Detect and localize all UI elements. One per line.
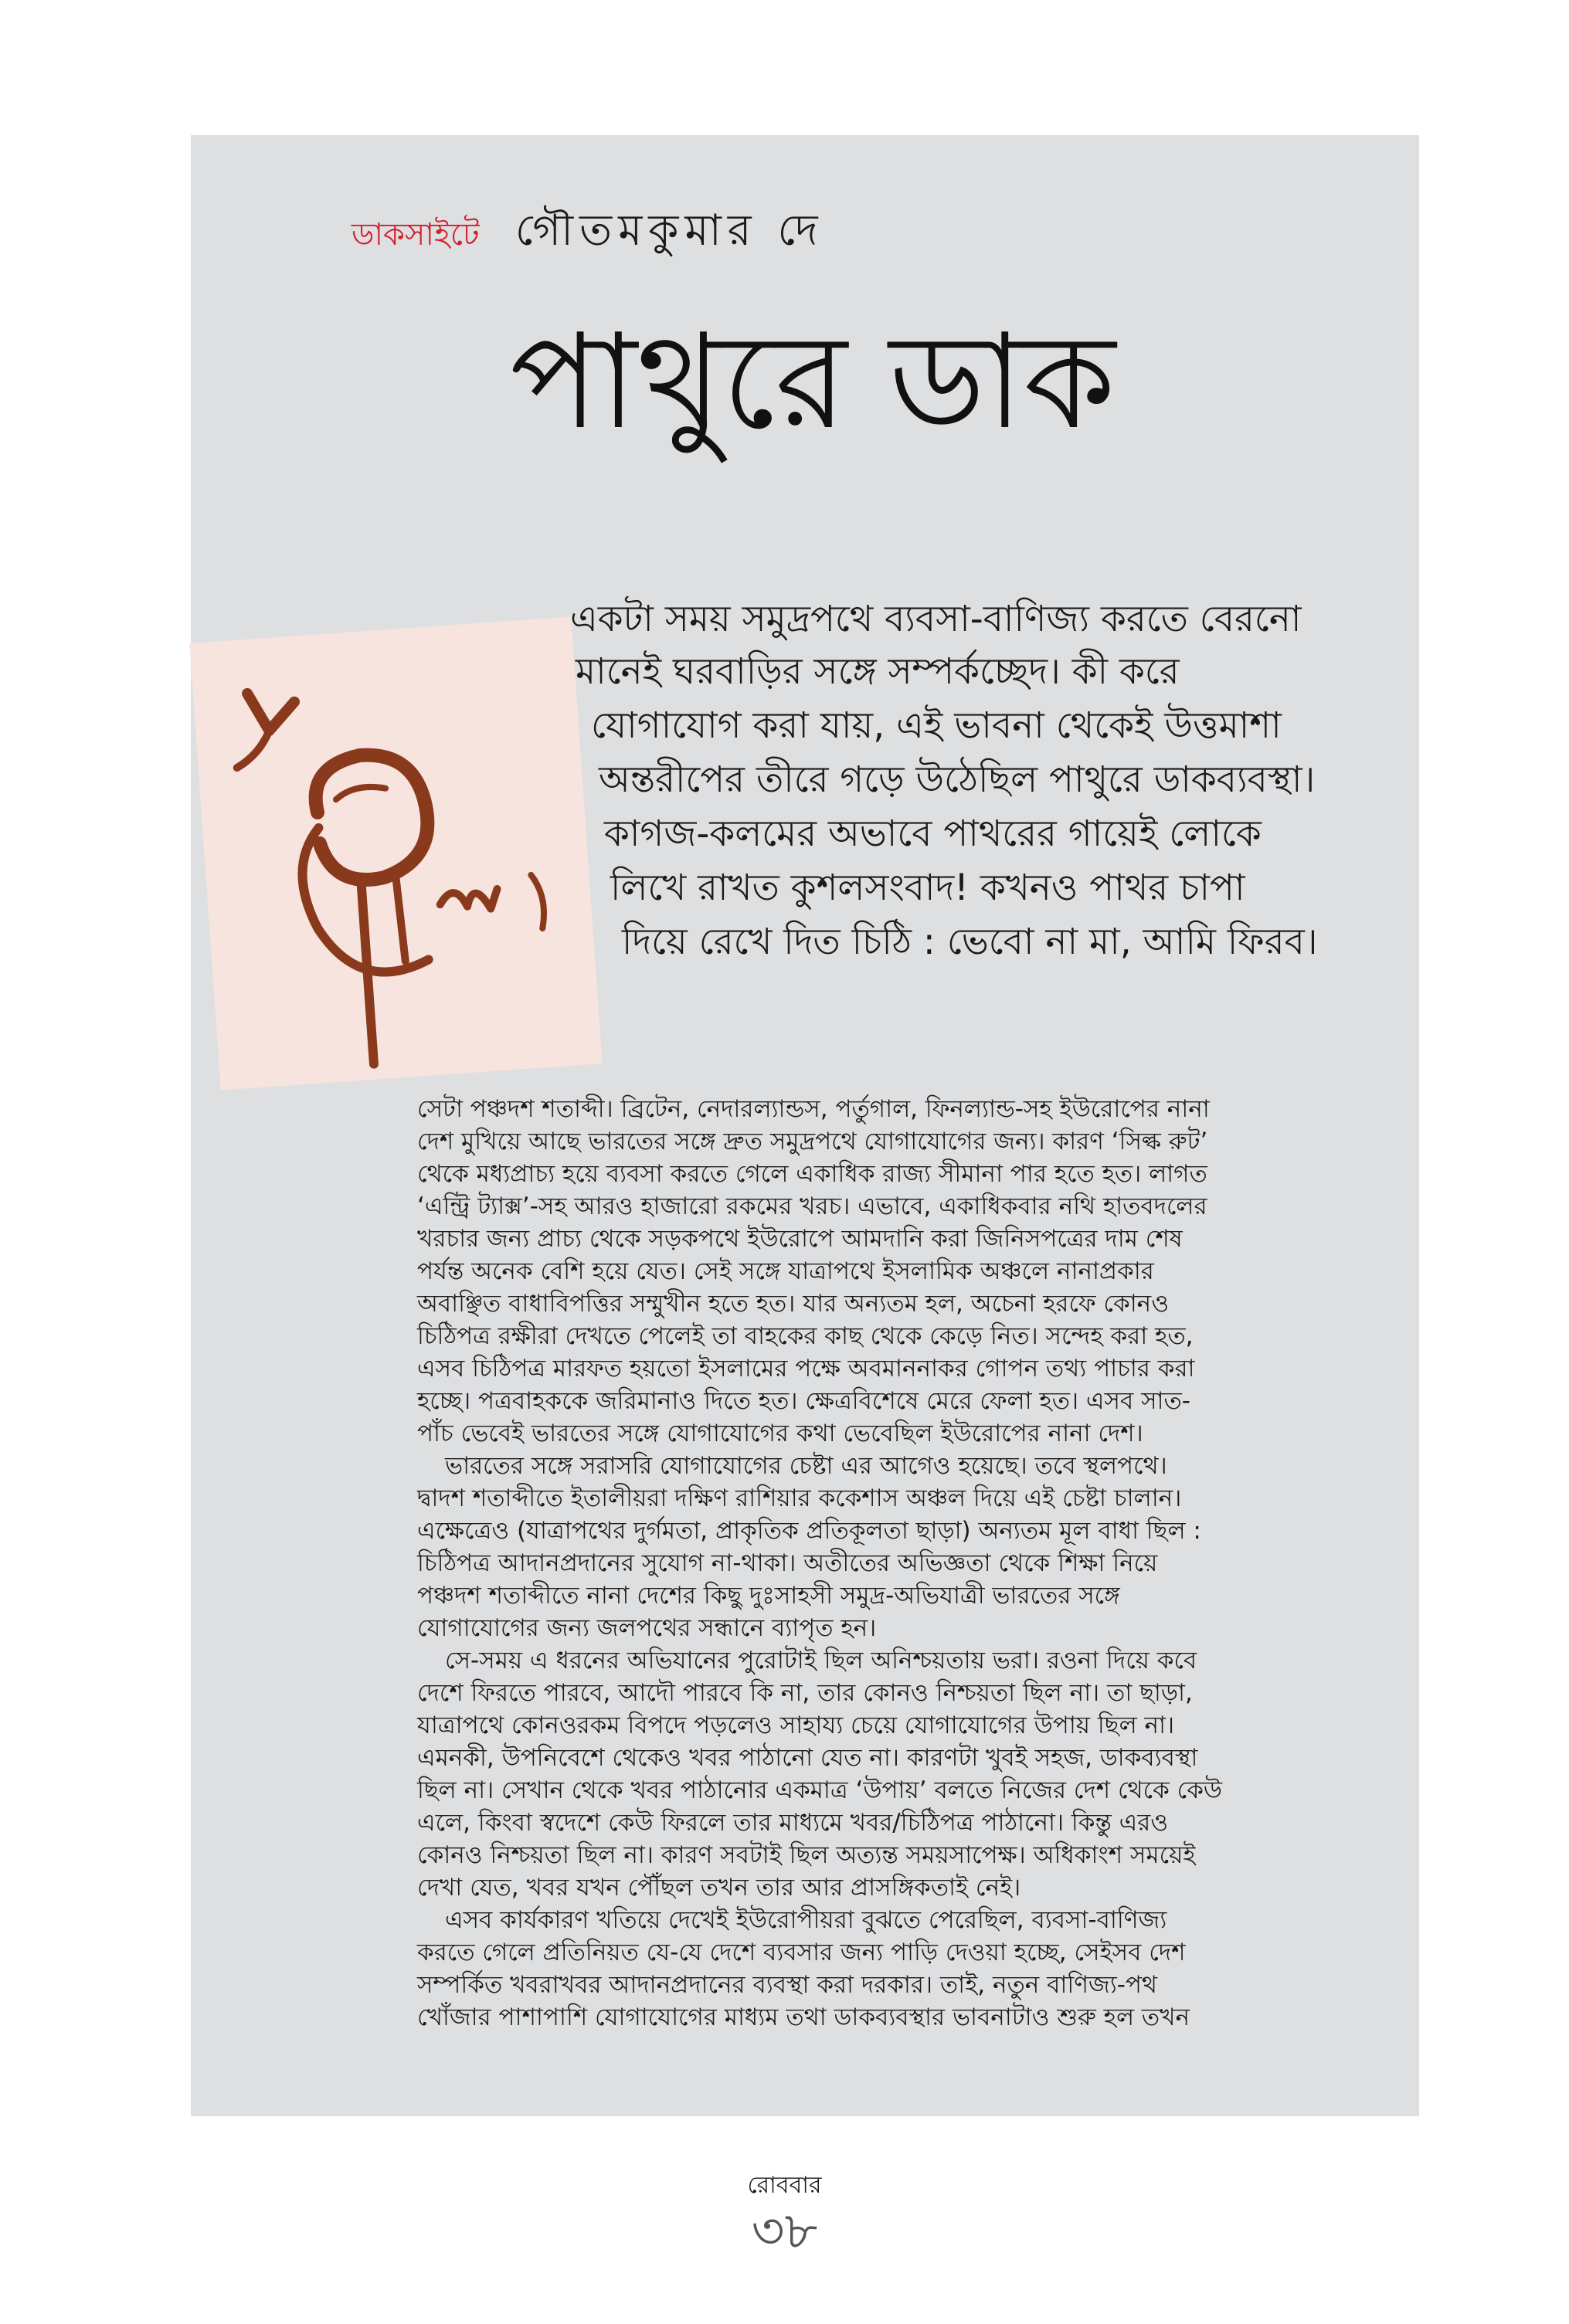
page-number: ৩৮: [751, 2201, 818, 2261]
intro-line: যোগাযোগ করা যায়, এই ভাবনা থেকেই উত্তমাশা: [591, 704, 1282, 747]
body-line: দ্বাদশ শতাব্দীতে ইতালীয়রা দক্ষিণ রাশিয়ার ককেশাস অঞ্চল দিয়ে এই চেষ্টা চালান।: [417, 1484, 1182, 1512]
body-line: খরচার জন্য প্রাচ্য থেকে সড়কপথে ইউরোপে আমদানি করা জিনিসপত্রের দাম শেষ: [417, 1225, 1183, 1253]
body-line: পর্যন্ত অনেক বেশি হয়ে যেত। সেই সঙ্গে যাত্রাপথে ইসলামিক অঞ্চলে নানাপ্রকার: [417, 1257, 1154, 1285]
headline: পাথুরে ডাক: [510, 306, 1116, 459]
body-line: কোনও নিশ্চয়তা ছিল না। কারণ সবটাই ছিল অত্যন্ত সময়সাপেক্ষ। অধিকাংশ সময়েই: [417, 1841, 1196, 1869]
body-line: সম্পর্কিত খবরাখবর আদানপ্রদানের ব্যবস্থা করা দরকার। তাই, নতুন বাণিজ্য-পথ: [417, 1971, 1157, 1999]
body-line: অবাঞ্ছিত বাধাবিপত্তির সম্মুখীন হতে হত। যার অন্যতম হল, অচেনা হরফে কোনও: [417, 1290, 1170, 1318]
body-line: এলে, কিংবা স্বদেশে কেউ ফিরলে তার মাধ্যমে খবর/চিঠিপত্র পাঠানো। কিন্তু এরও: [417, 1809, 1169, 1837]
body-line: এসব চিঠিপত্র মারফত হয়তো ইসলামের পক্ষে অবমাননাকর গোপন তথ্য পাচার করা: [417, 1355, 1195, 1383]
body-line: যোগাযোগের জন্য জলপথের সন্ধানে ব্যাপৃত হন।: [417, 1614, 877, 1642]
body-line: খোঁজার পাশাপাশি যোগাযোগের মাধ্যম তথা ডাকব্যবস্থার ভাবনাটাও শুরু হল তখন: [417, 2003, 1190, 2031]
body-line: ‘এন্ট্রি ট্যাক্স’-সহ আরও হাজারো রকমের খরচ। এভাবে, একাধিকবার নথি হাতবদলের: [417, 1193, 1207, 1220]
rock-glyph-drawing: [189, 616, 602, 1090]
body-line: এমনকী, উপনিবেশে থেকেও খবর পাঠানো যেত না। কারণটা খুবই সহজ, ডাকব্যবস্থা: [417, 1744, 1198, 1772]
body-line: চিঠিপত্র রক্ষীরা দেখতে পেলেই তা বাহকের কাছ থেকে কেড়ে নিত। সন্দেহ করা হত,: [417, 1322, 1194, 1350]
intro-line: মানেই ঘরবাড়ির সঙ্গে সম্পর্কচ্ছেদ। কী করে: [576, 650, 1180, 693]
body-line: এসব কার্যকারণ খতিয়ে দেখেই ইউরোপীয়রা বুঝতে পেরেছিল, ব্যবসা-বাণিজ্য: [445, 1906, 1167, 1934]
intro-line: দিয়ে রেখে দিত চিঠি : ভেবো না মা, আমি ফিরব।: [622, 921, 1318, 963]
byline: [351, 197, 824, 270]
body-line: থেকে মধ্যপ্রাচ্য হয়ে ব্যবসা করতে গেলে একাধিক রাজ্য সীমানা পার হতে হত। লাগত: [417, 1160, 1207, 1188]
body-line: করতে গেলে প্রতিনিয়ত যে-যে দেশে ব্যবসার জন্য পাড়ি দেওয়া হচ্ছে, সেইসব দেশ: [417, 1939, 1186, 1966]
body-line: চিঠিপত্র আদানপ্রদানের সুযোগ না-থাকা। অতীতের অভিজ্ঞতা থেকে শিক্ষা নিয়ে: [417, 1549, 1158, 1577]
rock-inscription-illustration: [189, 616, 602, 1090]
intro-line: লিখে রাখত কুশলসংবাদ! কখনও পাথর চাপা: [610, 867, 1245, 909]
body-line: পাঁচ ভেবেই ভারতের সঙ্গে যোগাযোগের কথা ভেবেছিল ইউরোপের নানা দেশ।: [417, 1420, 1143, 1447]
body-line: সেটা পঞ্চদশ শতাব্দী। ব্রিটেন, নেদারল্যান্ডস, পর্তুগাল, ফিনল্যান্ড-সহ ইউরোপের নানা: [417, 1095, 1210, 1123]
body-line: সে-সময় এ ধরনের অভিযানের পুরোটাই ছিল অনিশ্চয়তায় ভরা। রওনা দিয়ে কবে: [445, 1647, 1197, 1674]
body-line: দেশে ফিরতে পারবে, আদৌ পারবে কি না, তার কোনও নিশ্চয়তা ছিল না। তা ছাড়া,: [417, 1679, 1193, 1707]
author-name: গৌতমকুমার দে: [515, 205, 824, 256]
intro-line: অন্তরীপের তীরে গড়ে উঠেছিল পাথুরে ডাকব্যবস্থা।: [599, 758, 1316, 801]
body-line: দেশ মুখিয়ে আছে ভারতের সঙ্গে দ্রুত সমুদ্রপথে যোগাযোগের জন্য। কারণ ‘সিল্ক রুট’: [417, 1128, 1208, 1155]
magazine-name: রোববার: [747, 2172, 822, 2199]
body-line: যাত্রাপথে কোনওরকম বিপদে পড়লেও সাহায্য চেয়ে যোগাযোগের উপায় ছিল না।: [417, 1712, 1175, 1739]
body-line: ছিল না। সেখান থেকে খবর পাঠানোর একমাত্র ‘উপায়’ বলতে নিজের দেশ থেকে কেউ: [417, 1776, 1223, 1804]
intro-line: একটা সময় সমুদ্রপথে ব্যবসা-বাণিজ্য করতে বেরনো: [570, 598, 1302, 640]
body-line: এক্ষেত্রেও (যাত্রাপথের দুর্গমতা, প্রাকৃতিক প্রতিকূলতা ছাড়া) অন্যতম মূল বাধা ছিল :: [417, 1517, 1201, 1545]
intro-line: কাগজ-কলমের অভাবে পাথরের গায়েই লোকে: [604, 813, 1262, 855]
section-tag: ডাকসাইটে: [351, 217, 480, 253]
body-line: ভারতের সঙ্গে সরাসরি যোগাযোগের চেষ্টা এর আগেও হয়েছে। তবে স্থলপথে।: [445, 1452, 1167, 1480]
body-line: হচ্ছে। পত্রবাহককে জরিমানাও দিতে হত। ক্ষেত্রবিশেষে মেরে ফেলা হত। এসব সাত-: [417, 1387, 1190, 1415]
body-line: দেখা যেত, খবর যখন পৌঁছল তখন তার আর প্রাসঙ্গিকতাই নেই।: [417, 1874, 1021, 1902]
body-line: পঞ্চদশ শতাব্দীতে নানা দেশের কিছু দুঃসাহসী সমুদ্র-অভিযাত্রী ভারতের সঙ্গে: [417, 1582, 1120, 1610]
